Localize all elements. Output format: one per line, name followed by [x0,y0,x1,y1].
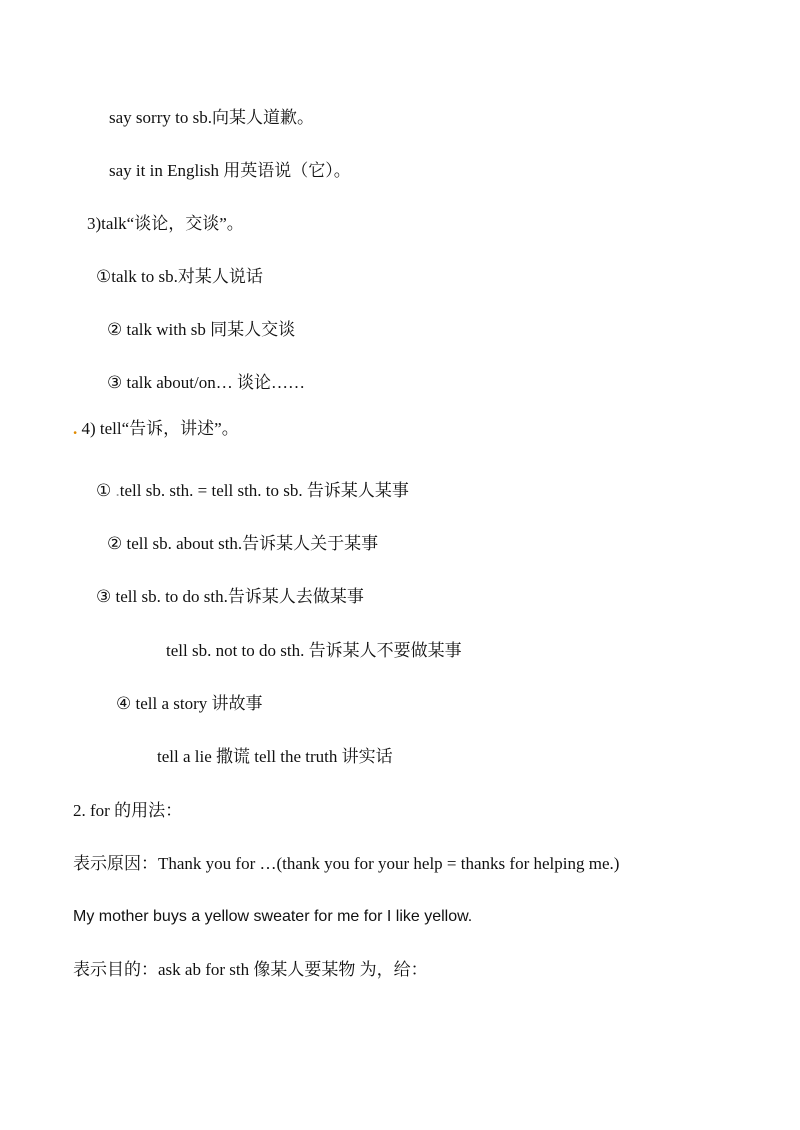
example-sentence: My mother buys a yellow sweater for me for I like yellow. [73,908,473,925]
usage-purpose: 表示目的：ask ab for sth 像某人要某物 为，给： [73,960,428,979]
item-number: ① [96,481,116,500]
heading-tell [73,418,239,440]
phrase-tell-not-to-do: tell sb. not to do sth. 告诉某人不要做某事 [166,641,462,660]
phrase-say-sorry: say sorry to sb.向某人道歉。 [109,108,314,127]
bullet-marker: . [115,481,120,500]
bullet-marker: . [73,419,78,438]
phrase-talk-to: ①talk to sb.对某人说话 [96,267,263,286]
heading-for-usage: 2. for 的用法： [73,801,183,820]
phrase-tell-lie-truth: tell a lie 撒谎 tell the truth 讲实话 [157,747,393,766]
phrase-tell-about: ② tell sb. about sth.告诉某人关于某事 [107,534,379,553]
phrase-tell-to-do: ③ tell sb. to do sth.告诉某人去做某事 [96,587,364,606]
phrase-tell-sb-sth [96,480,409,502]
heading-talk: 3)talk“谈论，交谈”。 [87,214,244,233]
phrase-tell-story: ④ tell a story 讲故事 [116,694,263,713]
usage-reason: 表示原因：Thank you for …(thank you for your help = thanks for helping me.) [73,854,620,873]
phrase-talk-about: ③ talk about/on… 谈论…… [107,373,305,392]
phrase-talk-with: ② talk with sb 同某人交谈 [107,320,296,339]
phrase-say-in-english: say it in English 用英语说（它）。 [109,161,351,180]
phrase-tell-sb-sth-text: tell sb. sth. = tell sth. to sb. 告诉某人某事 [119,481,409,500]
heading-tell-text: 4) tell“告诉，讲述”。 [77,419,239,438]
